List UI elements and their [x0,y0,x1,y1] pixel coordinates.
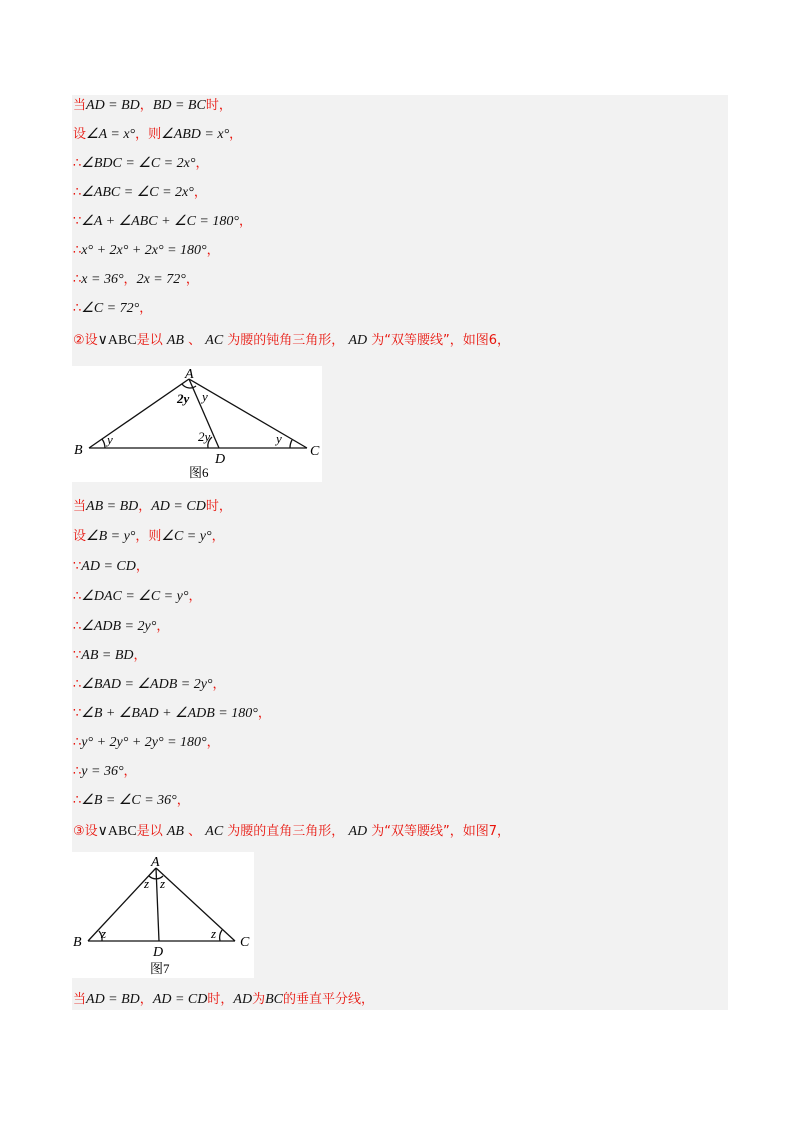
step-line: 设∠B = y°，则∠C = y°， [73,529,225,544]
step-line: ∴y = 36°， [73,764,137,779]
angle-label: z [144,876,150,891]
case-3-heading: ③设∨ABC是以 AB 、 AC 为腰的直角三角形， AD 为“双等腰线”，如图7， [73,824,511,839]
step-line: ∴∠ADB = 2y°， [73,619,170,634]
angle-arc-A [182,384,196,388]
angle-label: z [211,926,217,941]
label-B: B [73,935,82,950]
segment-AC [156,868,235,941]
step-line: ∵AD = CD， [73,559,149,574]
figure-7-caption: 图7 [150,961,170,976]
step-line: ∴x = 36°，2x = 72°， [73,272,199,287]
step-line: 当AB = BD，AD = CD时， [73,499,232,514]
step-line: ∴y° + 2y° + 2y° = 180°， [73,735,220,750]
label-C: C [310,444,320,459]
step-line: ∵AB = BD， [73,648,147,663]
step-line: ∴∠C = 72°， [73,301,153,316]
step-line: ∴∠DAC = ∠C = y°， [73,589,202,604]
step-line: ∴∠BAD = ∠ADB = 2y°， [73,677,226,692]
label-A: A [151,855,160,870]
step-line: ∵∠A + ∠ABC + ∠C = 180°， [73,214,252,229]
step-line: ∴x° + 2x° + 2x° = 180°， [73,243,220,258]
label-D: D [153,945,164,960]
angle-label: 2y [198,429,211,444]
label-B: B [74,443,83,458]
angle-arc-C [290,440,292,448]
figure-7 [72,852,254,978]
figure-6-caption: 图6 [189,465,209,480]
label-A: A [185,367,194,382]
angle-label: y [202,389,208,404]
angle-arc-C [220,930,222,941]
step-line: 设∠A = x°，则∠ABD = x°， [73,127,243,142]
figure-6-diagram [72,366,322,482]
angle-label: z [160,876,166,891]
angle-label: y [276,431,282,446]
step-line: ∴∠BDC = ∠C = 2x°， [73,156,209,171]
figure-6 [72,366,322,482]
angle-label: z [101,926,107,941]
step-line: ∴∠B = ∠C = 36°， [73,793,190,808]
figure-7-diagram [72,852,254,978]
step-line: ∴∠ABC = ∠C = 2x°， [73,185,207,200]
step-line: 当AD = BD，AD = CD时，AD为BC的垂直平分线， [73,992,374,1007]
case-2-heading: ②设∨ABC是以 AB 、 AC 为腰的钝角三角形， AD 为“双等腰线”，如图6， [73,333,511,348]
step-line: 当AD = BD，BD = BC时， [73,98,232,113]
angle-label: y [107,432,113,447]
angle-arc-B [102,439,105,448]
angle-label: 2y [177,391,190,406]
step-line: ∵∠B + ∠BAD + ∠ADB = 180°， [73,706,271,721]
label-C: C [240,935,250,950]
segment-AB [89,379,189,448]
label-D: D [215,452,226,467]
